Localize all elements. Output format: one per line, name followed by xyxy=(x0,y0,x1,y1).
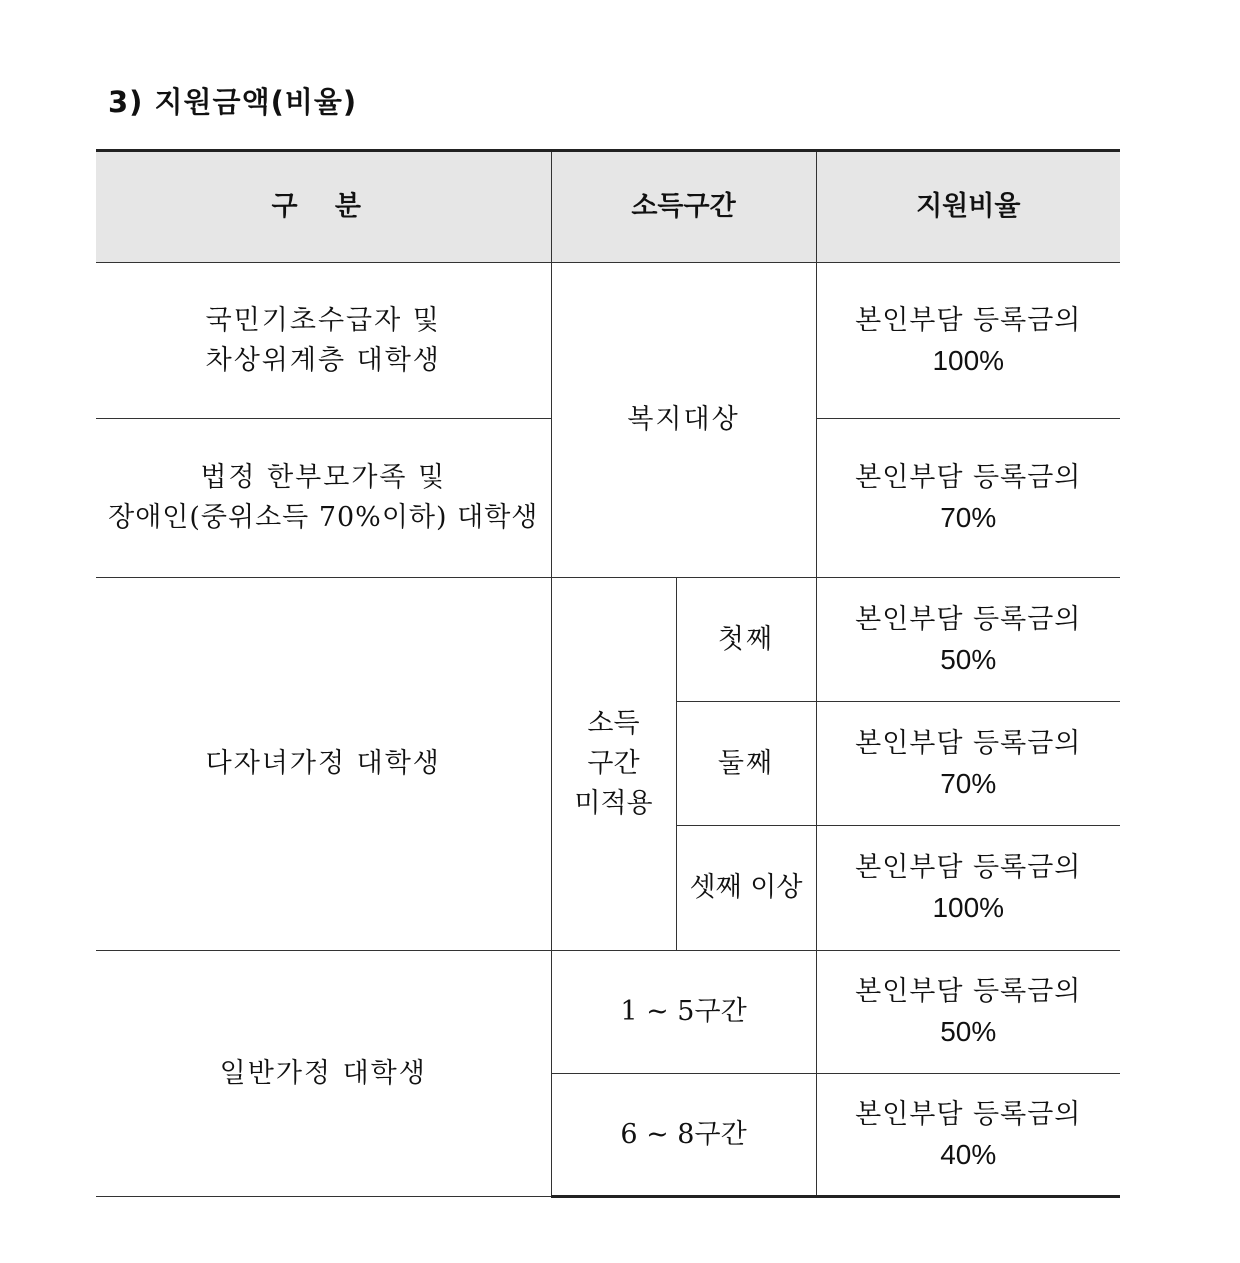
ratio-cell: 본인부담 등록금의 100% xyxy=(816,263,1120,419)
table-header-row xyxy=(96,151,1120,263)
child-order-cell: 첫째 xyxy=(676,578,816,702)
ratio-cell: 본인부담 등록금의 100% xyxy=(816,826,1120,951)
ratio-cell: 본인부담 등록금의 50% xyxy=(816,951,1120,1074)
header-income-band: 소득구간 xyxy=(551,151,816,263)
table-row xyxy=(96,263,1120,419)
header-support-ratio: 지원비율 xyxy=(816,151,1120,263)
ratio-cell: 본인부담 등록금의 50% xyxy=(816,578,1120,702)
child-order-cell: 둘째 xyxy=(676,702,816,826)
income-cell-welfare: 복지대상 xyxy=(551,263,816,578)
ratio-cell: 본인부담 등록금의 40% xyxy=(816,1074,1120,1197)
income-band-cell: 6 ~ 8구간 xyxy=(551,1074,816,1197)
ratio-cell: 본인부담 등록금의 70% xyxy=(816,419,1120,578)
ratio-cell: 본인부담 등록금의 70% xyxy=(816,702,1120,826)
support-ratio-table xyxy=(96,149,1120,1198)
category-cell: 일반가정 대학생 xyxy=(96,951,551,1197)
header-category: 구 분 xyxy=(96,151,551,263)
child-order-cell: 셋째 이상 xyxy=(676,826,816,951)
category-cell: 다자녀가정 대학생 xyxy=(96,578,551,951)
table-row xyxy=(96,951,1120,1074)
section-title: 3) 지원금액(비율) xyxy=(108,85,358,119)
income-band-cell: 1 ~ 5구간 xyxy=(551,951,816,1074)
category-cell: 법정 한부모가족 및 장애인(중위소득 70%이하) 대학생 xyxy=(96,419,551,578)
table-row xyxy=(96,578,1120,702)
category-cell: 국민기초수급자 및 차상위계층 대학생 xyxy=(96,263,551,419)
income-cell-not-applied: 소득 구간 미적용 xyxy=(551,578,676,951)
